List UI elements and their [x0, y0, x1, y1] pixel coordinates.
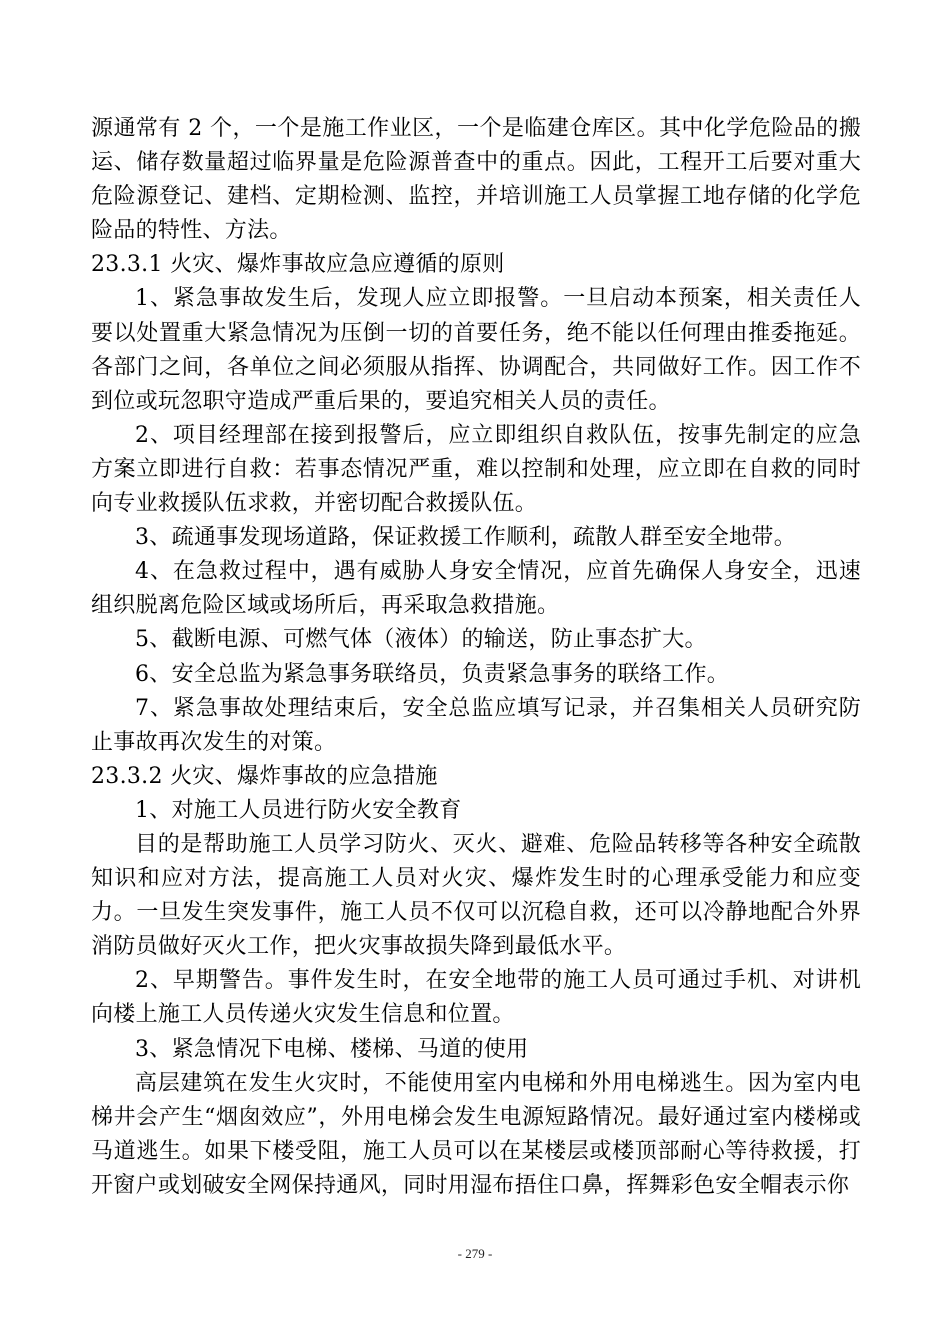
paragraph-principle-2: 2、项目经理部在接到报警后，应立即组织自救队伍，按事先制定的应急方案立即进行自救：若事态情况严重，难以控制和处理，应立即在自救的同时向专业救援队伍求救，并密切配合救援队伍。: [91, 422, 861, 517]
document-body: [91, 112, 861, 1203]
paragraph-measure-3-title: 3、紧急情况下电梯、楼梯、马道的使用: [135, 1036, 529, 1062]
page-number: - 279 -: [457, 1246, 493, 1261]
paragraph-principle-5: 5、截断电源、可燃气体（液体）的输送，防止事态扩大。: [135, 627, 707, 653]
paragraph-principle-1: 1、紧急事故发生后，发现人应立即报警。一旦启动本预案，相关责任人要以处置重大紧急情况为压倒一切的首要任务，绝不能以任何理由推委拖延。各部门之间，各单位之间必须服从指挥、协调配合，共同做好工作。因工作不到位或玩忽职守造成严重后果的，要追究相关人员的责任。: [91, 286, 861, 414]
paragraph-principle-3: 3、疏通事发现场道路，保证救援工作顺利，疏散人群至安全地带。: [135, 525, 796, 551]
section-heading-23-3-1: 23.3.1 火灾、爆炸事故应急应遵循的原则: [91, 252, 505, 278]
paragraph-principle-6: 6、安全总监为紧急事务联络员，负责紧急事务的联络工作。: [135, 661, 730, 687]
paragraph-measure-1-body: 目的是帮助施工人员学习防火、灭火、避难、危险品转移等各种安全疏散知识和应对方法，提高施工人员对火灾、爆炸发生时的心理承受能力和应变力。一旦发生突发事件，施工人员不仅可以沉稳自救，还可以冷静地配合外界消防员做好灭火工作，把火灾事故损失降到最低水平。: [91, 831, 861, 960]
paragraph-measure-1-title: 1、对施工人员进行防火安全教育: [135, 797, 462, 823]
paragraph-principle-4: 4、在急救过程中，遇有威胁人身安全情况，应首先确保人身安全，迅速组织脱离危险区域或场所后，再采取急救措施。: [91, 559, 861, 619]
paragraph-intro: 源通常有 2 个，一个是施工作业区，一个是临建仓库区。其中化学危险品的搬运、储存数量超过临界量是危险源普查中的重点。因此，工程开工后要对重大危险源登记、建档、定期检测、监控，并培训施工人员掌握工地存储的化学危险品的特性、方法。: [91, 116, 861, 244]
section-heading-23-3-2: 23.3.2 火灾、爆炸事故的应急措施: [91, 763, 438, 789]
paragraph-measure-3-body: 高层建筑在发生火灾时，不能使用室内电梯和外用电梯逃生。因为室内电梯井会产生“烟囱效应”，外用电梯会发生电源短路情况。最好通过室内楼梯或马道逃生。如果下楼受阻，施工人员可以在某楼层或楼顶部耐心等待救援，打开窗户或划破安全网保持通风，同时用湿布捂住口鼻，挥舞彩色安全帽表示你: [91, 1070, 861, 1198]
paragraph-principle-7: 7、紧急事故处理结束后，安全总监应填写记录，并召集相关人员研究防止事故再次发生的对策。: [91, 695, 861, 755]
paragraph-measure-2: 2、早期警告。事件发生时，在安全地带的施工人员可通过手机、对讲机向楼上施工人员传递火灾发生信息和位置。: [91, 968, 861, 1028]
